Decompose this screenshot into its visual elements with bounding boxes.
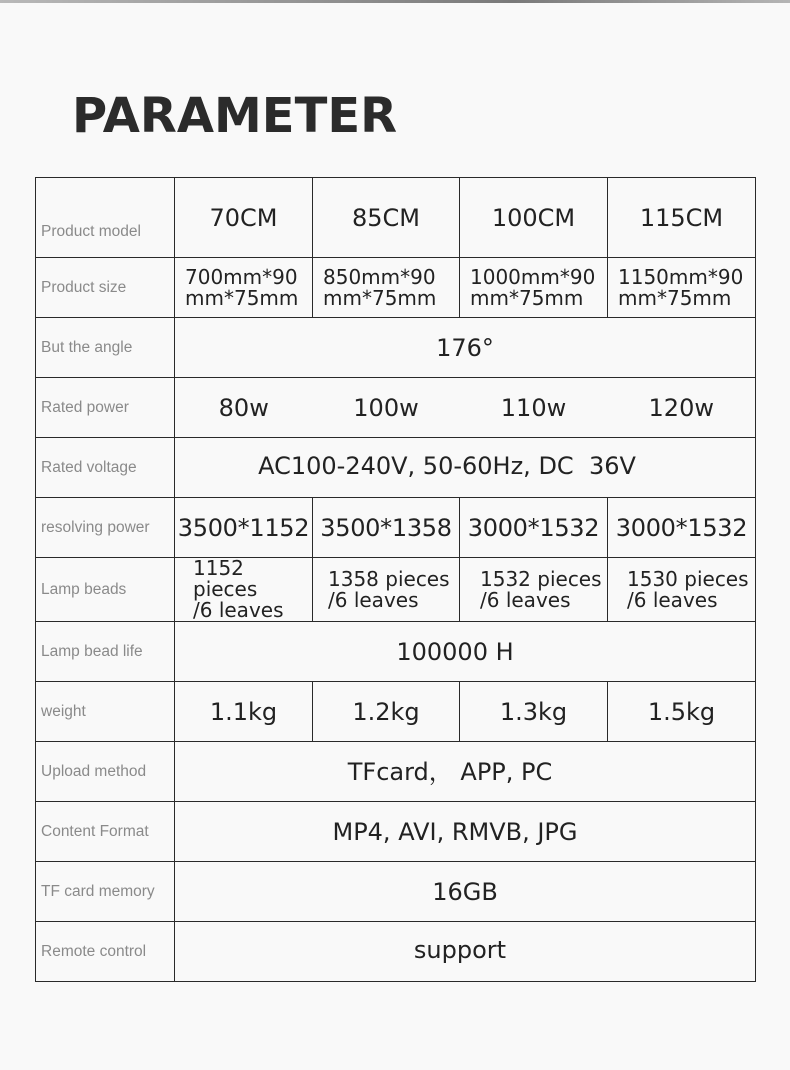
row-label: TF card memory: [36, 862, 175, 922]
page-title: PARAMETER: [72, 88, 398, 144]
row-label: weight: [36, 682, 175, 742]
row-content-format: [36, 802, 756, 862]
upload-value: TFcard， APP, PC: [175, 742, 756, 802]
beads-value: [313, 558, 460, 622]
power-value: 120w: [608, 378, 756, 438]
row-tf-card-memory: [36, 862, 756, 922]
row-label: Lamp bead life: [36, 622, 175, 682]
beads-value: [460, 558, 608, 622]
size-line-2: mm*75mm: [185, 285, 299, 310]
row-label: But the angle: [36, 318, 175, 378]
row-label: Product size: [36, 258, 175, 318]
angle-value: 176°: [175, 318, 756, 378]
resolution-value: 3000*1532: [608, 498, 756, 558]
row-label: Rated voltage: [36, 438, 175, 498]
power-value: 80w: [175, 378, 313, 438]
row-resolving-power: [36, 498, 756, 558]
format-value: MP4, AVI, RMVB, JPG: [175, 802, 756, 862]
row-label: Rated power: [36, 378, 175, 438]
row-product-size: [36, 258, 756, 318]
row-label: Product model: [36, 178, 175, 258]
beads-line-2: /6 leaves: [193, 598, 284, 622]
size-value: [313, 258, 460, 318]
row-label: Upload method: [36, 742, 175, 802]
size-line-1: 1000mm*90: [470, 264, 596, 289]
power-value: 110w: [460, 378, 608, 438]
weight-value: 1.5kg: [608, 682, 756, 742]
beads-line-1: 1530 pieces: [627, 566, 749, 591]
size-value: [175, 258, 313, 318]
size-value: [460, 258, 608, 318]
row-label: resolving power: [36, 498, 175, 558]
resolution-value: 3000*1532: [460, 498, 608, 558]
row-weight: [36, 682, 756, 742]
resolution-value: 3500*1358: [313, 498, 460, 558]
size-line-1: 1150mm*90: [618, 264, 744, 289]
row-remote-control: [36, 922, 756, 982]
remote-value: support: [175, 922, 756, 982]
size-line-2: mm*75mm: [618, 285, 732, 310]
model-70cm: 70CM: [175, 178, 313, 258]
size-line-1: 700mm*90: [185, 264, 298, 289]
size-value: [608, 258, 756, 318]
beads-value: [608, 558, 756, 622]
weight-value: 1.3kg: [460, 682, 608, 742]
row-upload-method: [36, 742, 756, 802]
model-115cm: 115CM: [608, 178, 756, 258]
weight-value: 1.1kg: [175, 682, 313, 742]
row-lamp-bead-life: [36, 622, 756, 682]
row-rated-voltage: [36, 438, 756, 498]
beads-line-2: /6 leaves: [480, 587, 571, 612]
size-line-1: 850mm*90: [323, 264, 436, 289]
size-line-2: mm*75mm: [470, 285, 584, 310]
bead-life-value: 100000 H: [175, 622, 756, 682]
voltage-value: AC100-240V, 50-60Hz, DC 36V: [175, 438, 756, 498]
row-label: Content Format: [36, 802, 175, 862]
row-label: Remote control: [36, 922, 175, 982]
row-rated-power: [36, 378, 756, 438]
memory-value: 16GB: [175, 862, 756, 922]
beads-line-1: 1532 pieces: [480, 566, 602, 591]
row-angle: [36, 318, 756, 378]
size-line-2: mm*75mm: [323, 285, 437, 310]
parameter-table: [35, 177, 756, 982]
power-value: 100w: [313, 378, 460, 438]
beads-line-2: /6 leaves: [627, 587, 718, 612]
beads-value: [175, 558, 313, 622]
weight-value: 1.2kg: [313, 682, 460, 742]
row-label: Lamp beads: [36, 558, 175, 622]
model-100cm: 100CM: [460, 178, 608, 258]
beads-line-2: /6 leaves: [328, 587, 419, 612]
beads-line-1: 1358 pieces: [328, 566, 450, 591]
row-product-model: [36, 178, 756, 258]
model-85cm: 85CM: [313, 178, 460, 258]
resolution-value: 3500*1152: [175, 498, 313, 558]
row-lamp-beads: [36, 558, 756, 622]
top-divider: [0, 0, 790, 3]
beads-line-1: 1152 pieces: [193, 556, 258, 601]
